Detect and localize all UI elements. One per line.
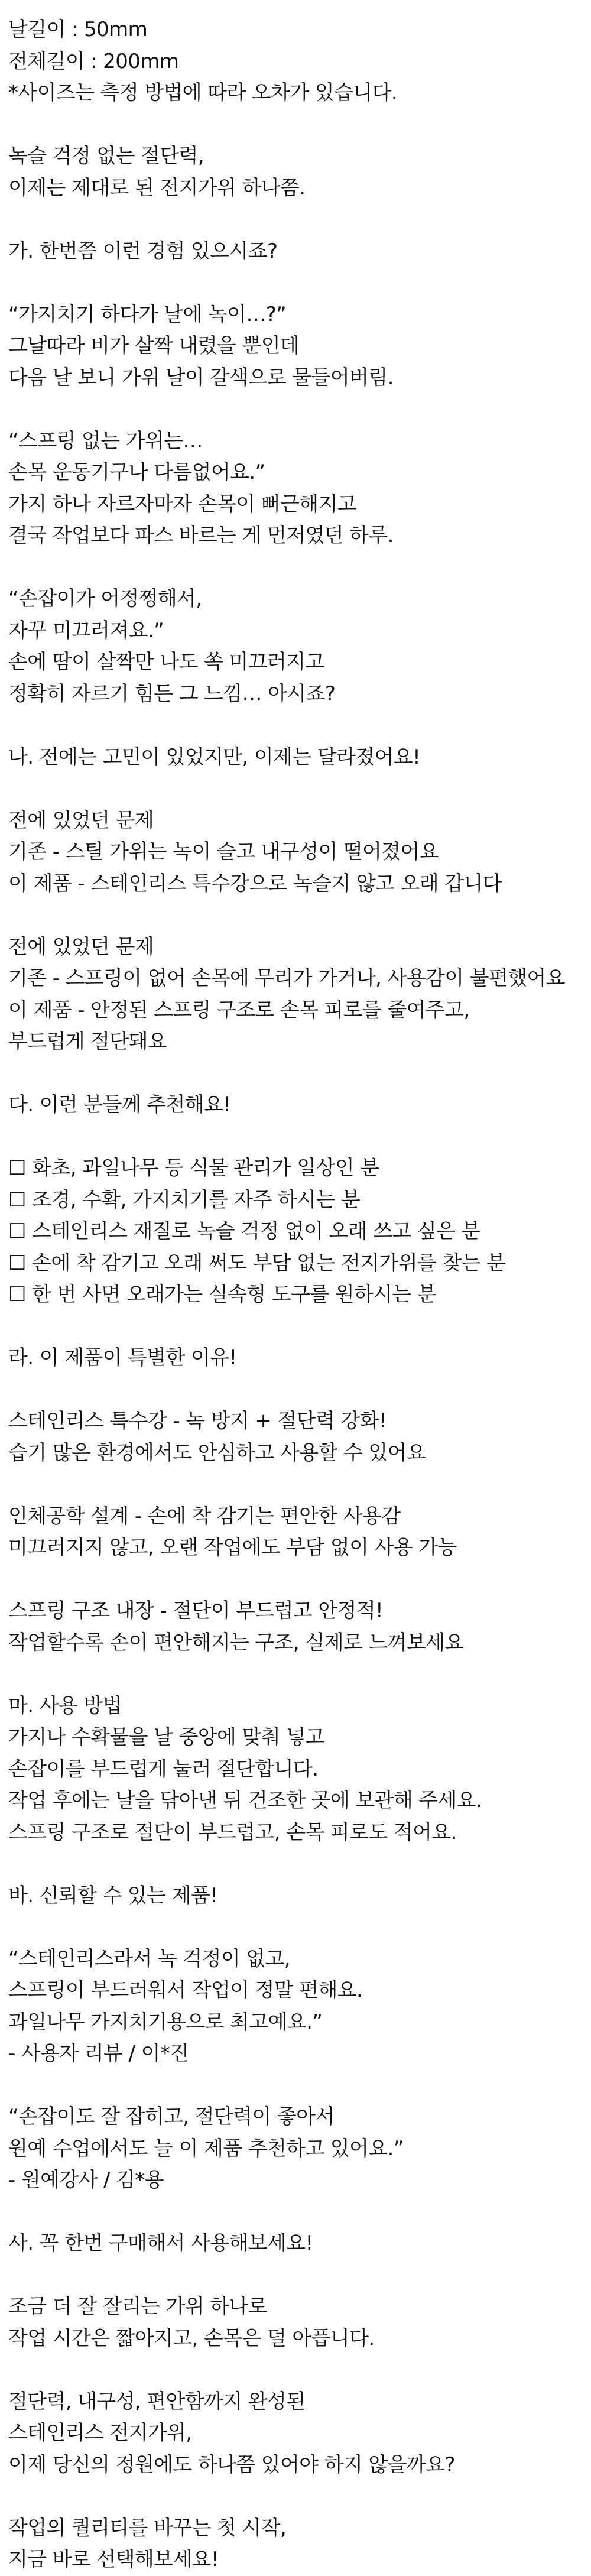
text-line: 지금 바로 선택해보세요!	[8, 2548, 219, 2571]
text-line: 전체길이 : 200mm	[8, 49, 179, 73]
text-line: 가지 하나 자르자마자 손목이 뻐근해지고	[8, 492, 356, 516]
paragraph	[8, 1153, 583, 1311]
paragraph	[8, 299, 583, 394]
text-line: ☐ 손에 착 감기고 오래 써도 부담 없는 전지가위를 찾는 분	[8, 1251, 506, 1275]
text-line: 손에 땀이 살짝만 나도 쏙 미끄러지고	[8, 650, 324, 674]
paragraph	[8, 14, 583, 109]
paragraph	[8, 1501, 583, 1564]
text-line: 전에 있었던 문제	[8, 808, 154, 832]
text-line: “가지치기 하다가 날에 녹이…?”	[8, 302, 287, 326]
text-line: 이 제품 - 안정된 스프링 구조로 손목 피로를 줄여주고,	[8, 998, 470, 1022]
text-line: 가. 한번쯤 이런 경험 있으시죠?	[8, 239, 278, 263]
text-line: 녹슬 걱정 없는 절단력,	[8, 144, 204, 168]
text-line: - 원예강사 / 김*용	[8, 2168, 164, 2192]
text-line: 스테인리스 특수강 - 녹 방지 + 절단력 강화!	[8, 1409, 387, 1433]
text-line: 자꾸 미끄러져요.”	[8, 618, 164, 643]
text-line: “스프링 없는 가위는…	[8, 429, 203, 453]
text-line: 습기 많은 환경에서도 안심하고 사용할 수 있어요	[8, 1441, 426, 1465]
text-line: 다. 이런 분들께 추천해요!	[8, 1093, 231, 1117]
text-line: 기존 - 스틸 가위는 녹이 슬고 내구성이 떨어졌어요	[8, 840, 439, 864]
text-line: 작업 후에는 날을 닦아낸 뒤 건조한 곳에 보관해 주세요.	[8, 1789, 482, 1812]
paragraph	[8, 2513, 583, 2576]
product-description	[8, 14, 583, 2576]
text-line: 라. 이 제품이 특별한 이유!	[8, 1346, 237, 1370]
text-line: ☐ 조경, 수확, 가지치기를 자주 하시는 분	[8, 1188, 361, 1212]
text-line: 스프링 구조 내장 - 절단이 부드럽고 안정적!	[8, 1599, 384, 1623]
paragraph	[8, 2228, 583, 2260]
text-line: 전에 있었던 문제	[8, 935, 154, 959]
text-line: 바. 신뢰할 수 있는 제품!	[8, 1883, 218, 1907]
text-line: 원예 수업에서도 늘 이 제품 추천하고 있어요.”	[8, 2136, 404, 2160]
text-line: 결국 작업보다 파스 바르는 게 먼저였던 하루.	[8, 524, 394, 547]
paragraph	[8, 1595, 583, 1659]
paragraph	[8, 932, 583, 1058]
text-line: 작업의 퀄리티를 바꾸는 첫 시작,	[8, 2516, 287, 2540]
text-line: 과일나무 가지치기용으로 최고예요.”	[8, 2010, 323, 2034]
text-line: 인체공학 설계 - 손에 착 감기는 편안한 사용감	[8, 1504, 401, 1528]
text-line: 조금 더 잘 잘리는 가위 하나로	[8, 2295, 267, 2318]
text-line: 가지나 수확물을 날 중앙에 맞춰 넣고	[8, 1725, 324, 1749]
text-line: 작업할수록 손이 편안해지는 구조, 실제로 느껴보세요	[8, 1630, 464, 1654]
text-line: 그날따라 비가 살짝 내렸을 뿐인데	[8, 334, 300, 358]
text-line: “스테인리스라서 녹 걱정이 없고,	[8, 1946, 291, 1971]
paragraph	[8, 1406, 583, 1469]
text-line: 날길이 : 50mm	[8, 18, 148, 41]
paragraph	[8, 1944, 583, 2070]
text-line: 사. 꼭 한번 구매해서 사용해보세요!	[8, 2231, 313, 2255]
text-line: 스프링 구조로 절단이 부드럽고, 손목 피로도 적어요.	[8, 1820, 457, 1844]
text-line: 나. 전에는 고민이 있었지만, 이제는 달라졌어요!	[8, 745, 421, 769]
paragraph	[8, 2386, 583, 2481]
text-line: 정확히 자르기 힘든 그 느낌… 아시죠?	[8, 682, 336, 706]
text-line: 손잡이를 부드럽게 눌러 절단합니다.	[8, 1757, 319, 1781]
text-line: “손잡이도 잘 잡히고, 절단력이 좋아서	[8, 2105, 335, 2129]
text-line: 이 제품 - 스테인리스 특수강으로 녹슬지 않고 오래 갑니다	[8, 871, 502, 896]
text-line: 미끄러지지 않고, 오랜 작업에도 부담 없이 사용 가능	[8, 1536, 457, 1559]
text-line: ☐ 한 번 사면 오래가는 실속형 도구를 원하시는 분	[8, 1283, 437, 1306]
paragraph	[8, 2291, 583, 2354]
paragraph	[8, 236, 583, 268]
text-line: - 사용자 리뷰 / 이*진	[8, 2042, 189, 2065]
paragraph	[8, 141, 583, 204]
paragraph	[8, 742, 583, 774]
paragraph	[8, 2101, 583, 2197]
paragraph	[8, 805, 583, 900]
paragraph	[8, 1880, 583, 1912]
text-line: ☐ 화초, 과일나무 등 식물 관리가 일상인 분	[8, 1156, 379, 1180]
text-line: 이제는 제대로 된 전지가위 하나쯤.	[8, 176, 306, 200]
text-line: 작업 시간은 짧아지고, 손목은 덜 아픕니다.	[8, 2326, 375, 2350]
paragraph	[8, 1089, 583, 1121]
text-line: “손잡이가 어정쩡해서,	[8, 587, 202, 611]
text-line: 이제 당신의 정원에도 하나쯤 있어야 하지 않을까요?	[8, 2452, 455, 2477]
paragraph	[8, 426, 583, 552]
text-line: 마. 사용 방법	[8, 1693, 122, 1718]
text-line: 스프링이 부드러워서 작업이 정말 편해요.	[8, 1978, 363, 2002]
text-line: 다음 날 보니 가위 날이 갈색으로 물들어버림.	[8, 365, 394, 390]
paragraph	[8, 1342, 583, 1374]
text-line: 스테인리스 전지가위,	[8, 2421, 192, 2445]
text-line: 손목 운동기구나 다름없어요.”	[8, 460, 265, 484]
text-line: 기존 - 스프링이 없어 손목에 무리가 가거나, 사용감이 불편했어요	[8, 966, 565, 990]
paragraph	[8, 1691, 583, 1849]
paragraph	[8, 583, 583, 710]
text-line: *사이즈는 측정 방법에 따라 오차가 있습니다.	[8, 81, 398, 105]
text-line: 절단력, 내구성, 편안함까지 완성된	[8, 2389, 306, 2413]
text-line: 부드럽게 절단돼요	[8, 1030, 167, 1053]
text-line: ☐ 스테인리스 재질로 녹슬 걱정 없이 오래 쓰고 싶은 분	[8, 1219, 480, 1243]
